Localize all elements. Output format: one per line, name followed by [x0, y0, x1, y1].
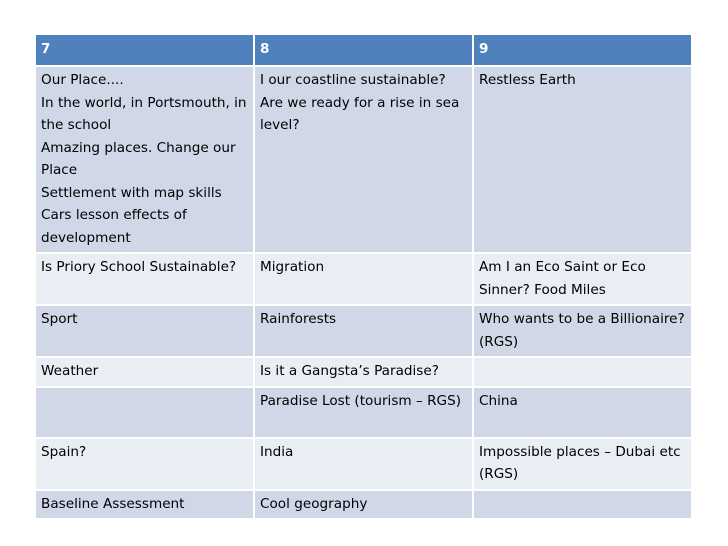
table-row [35, 305, 692, 357]
table-cell: Who wants to be a Billionaire? (RGS) [473, 305, 692, 357]
table-cell: Migration [254, 253, 473, 305]
table-cell: Is it a Gangsta’s Paradise? [254, 357, 473, 387]
table-row [35, 387, 692, 438]
table-row [35, 438, 692, 490]
header-year-8: 8 [254, 34, 473, 66]
table-cell: Cool geography [254, 490, 473, 520]
table-cell: China [473, 387, 692, 438]
table-cell [35, 387, 254, 438]
table-cell: I our coastline sustainable? Are we ready for a rise in sea level? [254, 66, 473, 253]
table-cell: India [254, 438, 473, 490]
table-row [35, 490, 692, 520]
table-row [35, 66, 692, 253]
table-cell: Baseline Assessment [35, 490, 254, 520]
table-row [35, 357, 692, 387]
header-year-7: 7 [35, 34, 254, 66]
table-cell: Is Priory School Sustainable? [35, 253, 254, 305]
table-cell: Restless Earth [473, 66, 692, 253]
table-cell: Am I an Eco Saint or Eco Sinner? Food Miles [473, 253, 692, 305]
table-cell [473, 490, 692, 520]
table-cell: Spain? [35, 438, 254, 490]
header-row [35, 34, 692, 66]
table-cell [473, 357, 692, 387]
header-year-9: 9 [473, 34, 692, 66]
table-cell: Our Place.... In the world, in Portsmouth, in the school Amazing places. Change our Place Settlement with map skills Cars lesson effects of development [35, 66, 254, 253]
table-cell: Sport [35, 305, 254, 357]
curriculum-table [34, 33, 693, 520]
table-cell: Weather [35, 357, 254, 387]
table-cell: Rainforests [254, 305, 473, 357]
table-row [35, 253, 692, 305]
table-cell: Impossible places – Dubai etc (RGS) [473, 438, 692, 490]
table-cell: Paradise Lost (tourism – RGS) [254, 387, 473, 438]
